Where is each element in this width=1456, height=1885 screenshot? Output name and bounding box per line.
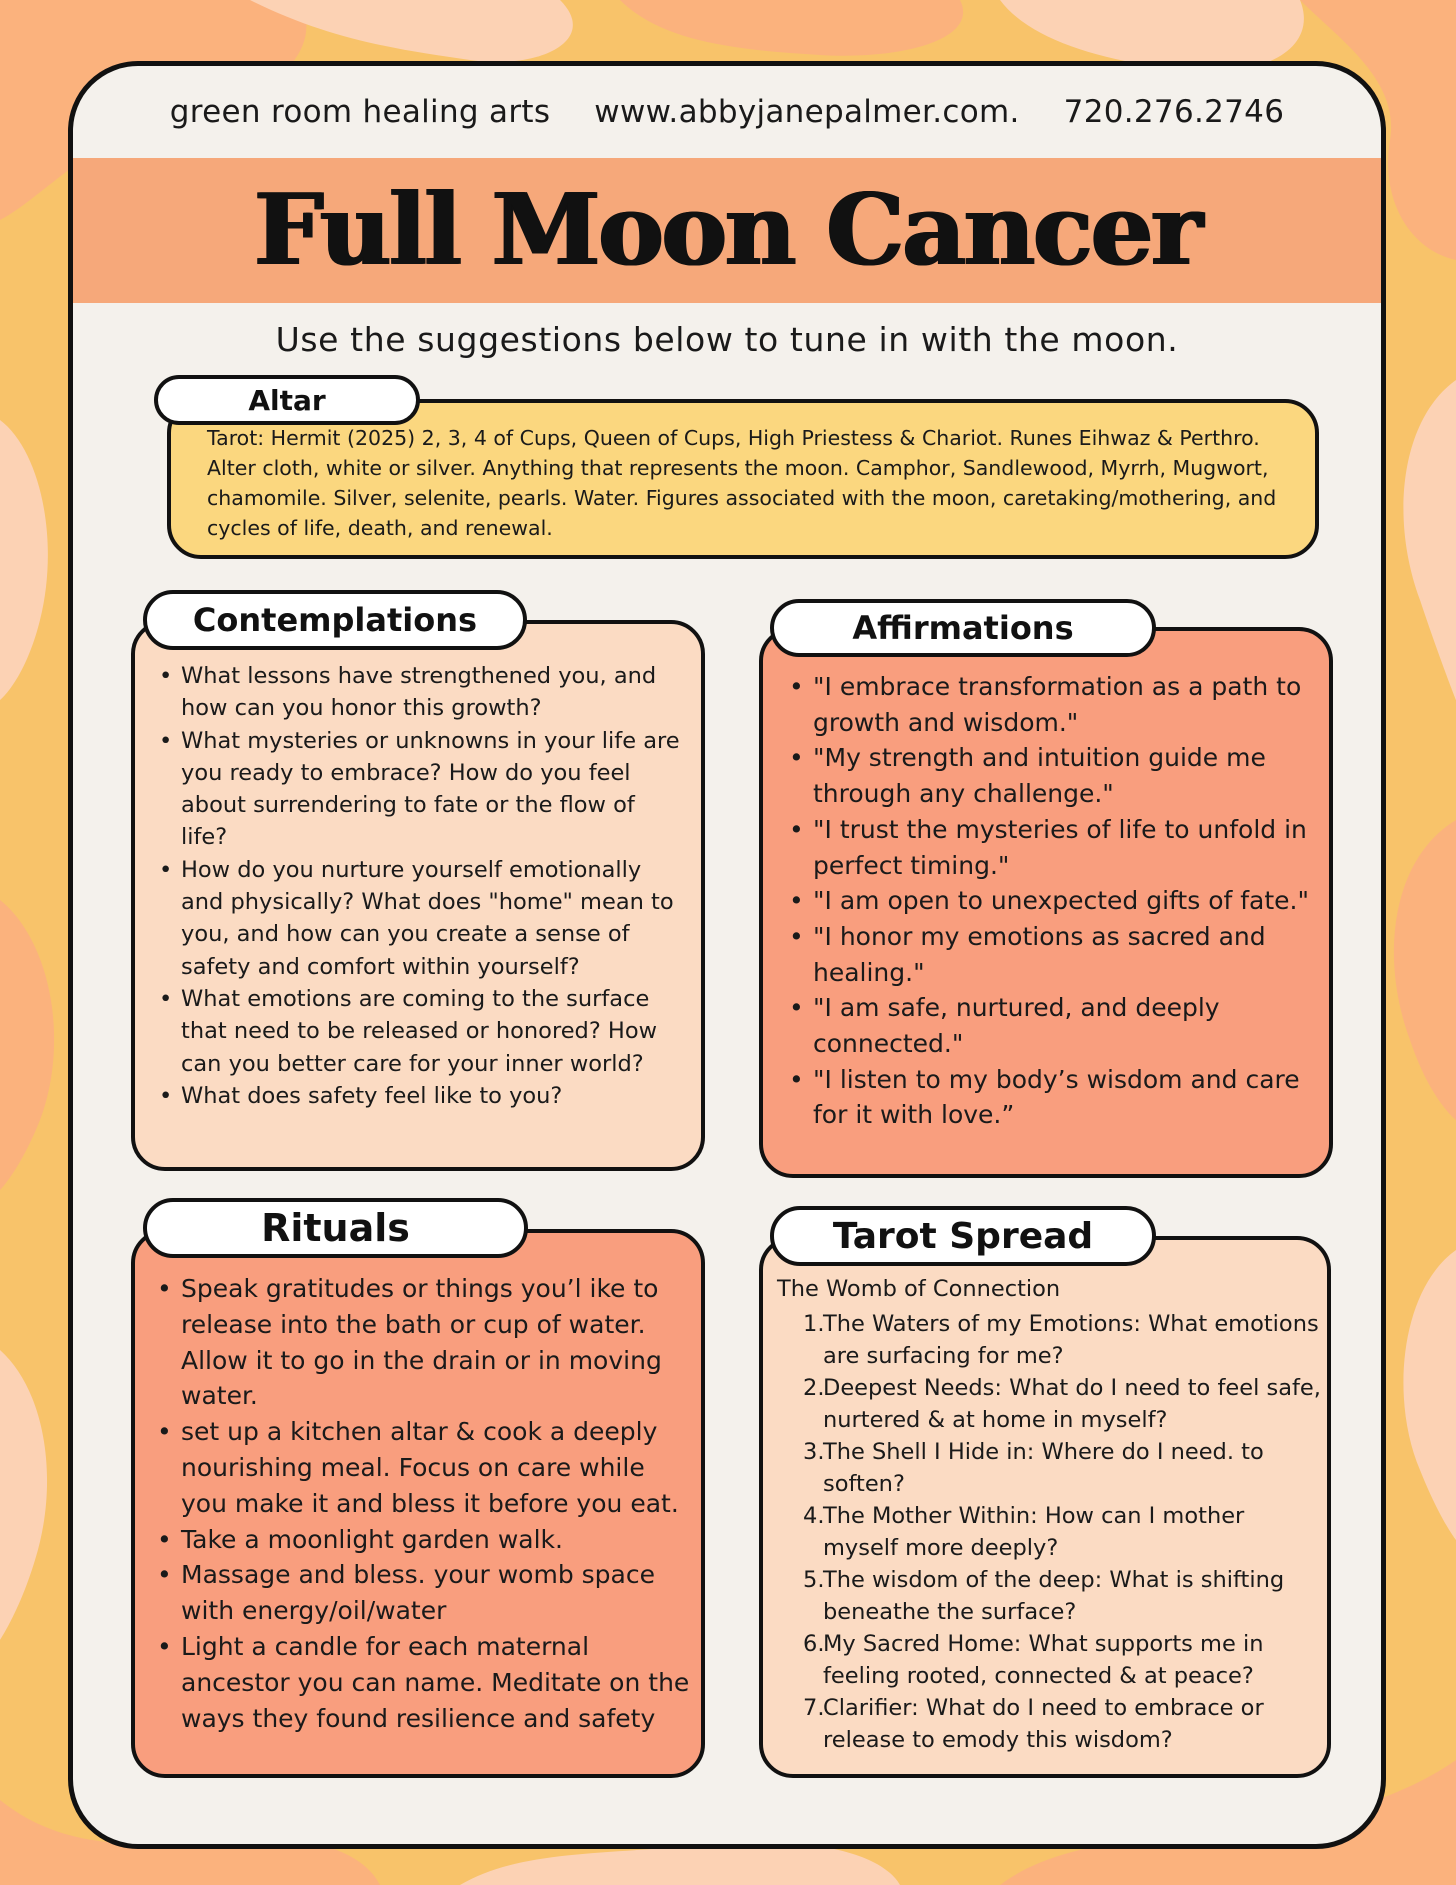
contemplations-panel xyxy=(131,620,705,1171)
list-item xyxy=(803,1372,1323,1436)
business-name: green room healing arts xyxy=(169,94,551,130)
item-number: 2. xyxy=(803,1375,825,1401)
contemplations-label: Contemplations xyxy=(143,590,527,650)
page-title: Full Moon Cancer xyxy=(253,173,1201,288)
list-item: • "I am open to unexpected gifts of fate." xyxy=(813,883,1317,919)
rituals-panel xyxy=(131,1229,705,1778)
item-text: Deepest Needs: What do I need to feel safe, nurtered & at home in myself? xyxy=(823,1375,1321,1433)
title-band xyxy=(73,158,1381,303)
list-item xyxy=(803,1500,1323,1564)
page-card xyxy=(68,61,1386,1849)
item-text: The wisdom of the deep: What is shifting beneathe the surface? xyxy=(823,1567,1285,1625)
tarot-spread-panel xyxy=(759,1236,1331,1778)
list-item: • What emotions are coming to the surface that need to be released or honored? How can you better care for your inner world? xyxy=(181,983,687,1080)
rituals-list xyxy=(181,1271,691,1736)
list-item: • What lessons have strengthened you, and how can you honor this growth? xyxy=(181,660,687,725)
list-item: • What mysteries or unknowns in your life are you ready to embrace? How do you feel about surrendering to fate or the flow of life? xyxy=(181,725,687,854)
phone-number[interactable]: 720.276.2746 xyxy=(1063,94,1285,130)
list-item: • What does safety feel like to you? xyxy=(181,1080,687,1112)
list-item: • Light a candle for each maternal ancestor you can name. Meditate on the ways they found resilience and safety xyxy=(181,1629,691,1736)
tarot-spread-label: Tarot Spread xyxy=(770,1206,1156,1266)
item-number: 6. xyxy=(803,1631,825,1657)
affirmations-list xyxy=(813,669,1317,1133)
affirmations-label: Affirmations xyxy=(770,599,1156,657)
contemplations-list xyxy=(181,660,687,1112)
list-item: • Massage and bless. your womb space with energy/oil/water xyxy=(181,1557,691,1629)
list-item xyxy=(803,1436,1323,1500)
list-item: • "I am safe, nurtured, and deeply connected." xyxy=(813,990,1317,1061)
contact-bar xyxy=(73,94,1381,130)
tarot-spread-list xyxy=(803,1308,1323,1756)
subtitle: Use the suggestions below to tune in with the moon. xyxy=(275,320,1179,359)
list-item: • "I listen to my body’s wisdom and care for it with love.” xyxy=(813,1062,1317,1133)
altar-label: Altar xyxy=(154,375,420,425)
item-number: 5. xyxy=(803,1567,825,1593)
list-item: • Take a moonlight garden walk. xyxy=(181,1522,691,1558)
website-link[interactable]: www.abbyjanepalmer.com. xyxy=(594,94,1020,130)
list-item: • "I embrace transformation as a path to growth and wisdom." xyxy=(813,669,1317,740)
item-text: The Mother Within: How can I mother myself more deeply? xyxy=(823,1503,1245,1561)
item-text: The Waters of my Emotions: What emotions are surfacing for me? xyxy=(823,1311,1319,1369)
list-item xyxy=(803,1692,1323,1756)
list-item: • set up a kitchen altar & cook a deeply nourishing meal. Focus on care while you make it and bless it before you eat. xyxy=(181,1414,691,1521)
list-item xyxy=(803,1308,1323,1372)
list-item: • Speak gratitudes or things you’l ike to release into the bath or cup of water. Allow it to go in the drain or in moving water. xyxy=(181,1271,691,1414)
list-item: • How do you nurture yourself emotionally and physically? What does "home" mean to you, and how can you create a sense of safety and comfort within yourself? xyxy=(181,854,687,983)
list-item: • "My strength and intuition guide me through any challenge." xyxy=(813,740,1317,811)
list-item xyxy=(803,1564,1323,1628)
rituals-label: Rituals xyxy=(143,1198,528,1258)
altar-text: Tarot: Hermit (2025) 2, 3, 4 of Cups, Queen of Cups, High Priestess & Chariot. Runes Eihwaz & Perthro. Alter cloth, white or silver. Anything that represents the moon. Camphor, Sandlewood, Myrrh, Mugwort, chamomile. Silver, selenite, pearls. Water. Figures associated with the moon, caretaking/mothering, and cycles of life, death, and renewal. xyxy=(207,426,1277,540)
list-item: • "I honor my emotions as sacred and healing." xyxy=(813,919,1317,990)
item-text: The Shell I Hide in: Where do I need. to soften? xyxy=(823,1439,1264,1497)
list-item: • "I trust the mysteries of life to unfold in perfect timing." xyxy=(813,812,1317,883)
item-number: 4. xyxy=(803,1503,825,1529)
item-text: Clarifier: What do I need to embrace or release to emody this wisdom? xyxy=(823,1695,1264,1753)
tarot-spread-heading: The Womb of Connection xyxy=(777,1276,1061,1302)
list-item xyxy=(803,1628,1323,1692)
item-text: My Sacred Home: What supports me in feeling rooted, connected & at peace? xyxy=(823,1631,1264,1689)
item-number: 3. xyxy=(803,1439,825,1465)
item-number: 1. xyxy=(803,1311,825,1337)
affirmations-panel xyxy=(759,627,1333,1178)
item-number: 7. xyxy=(803,1695,825,1721)
